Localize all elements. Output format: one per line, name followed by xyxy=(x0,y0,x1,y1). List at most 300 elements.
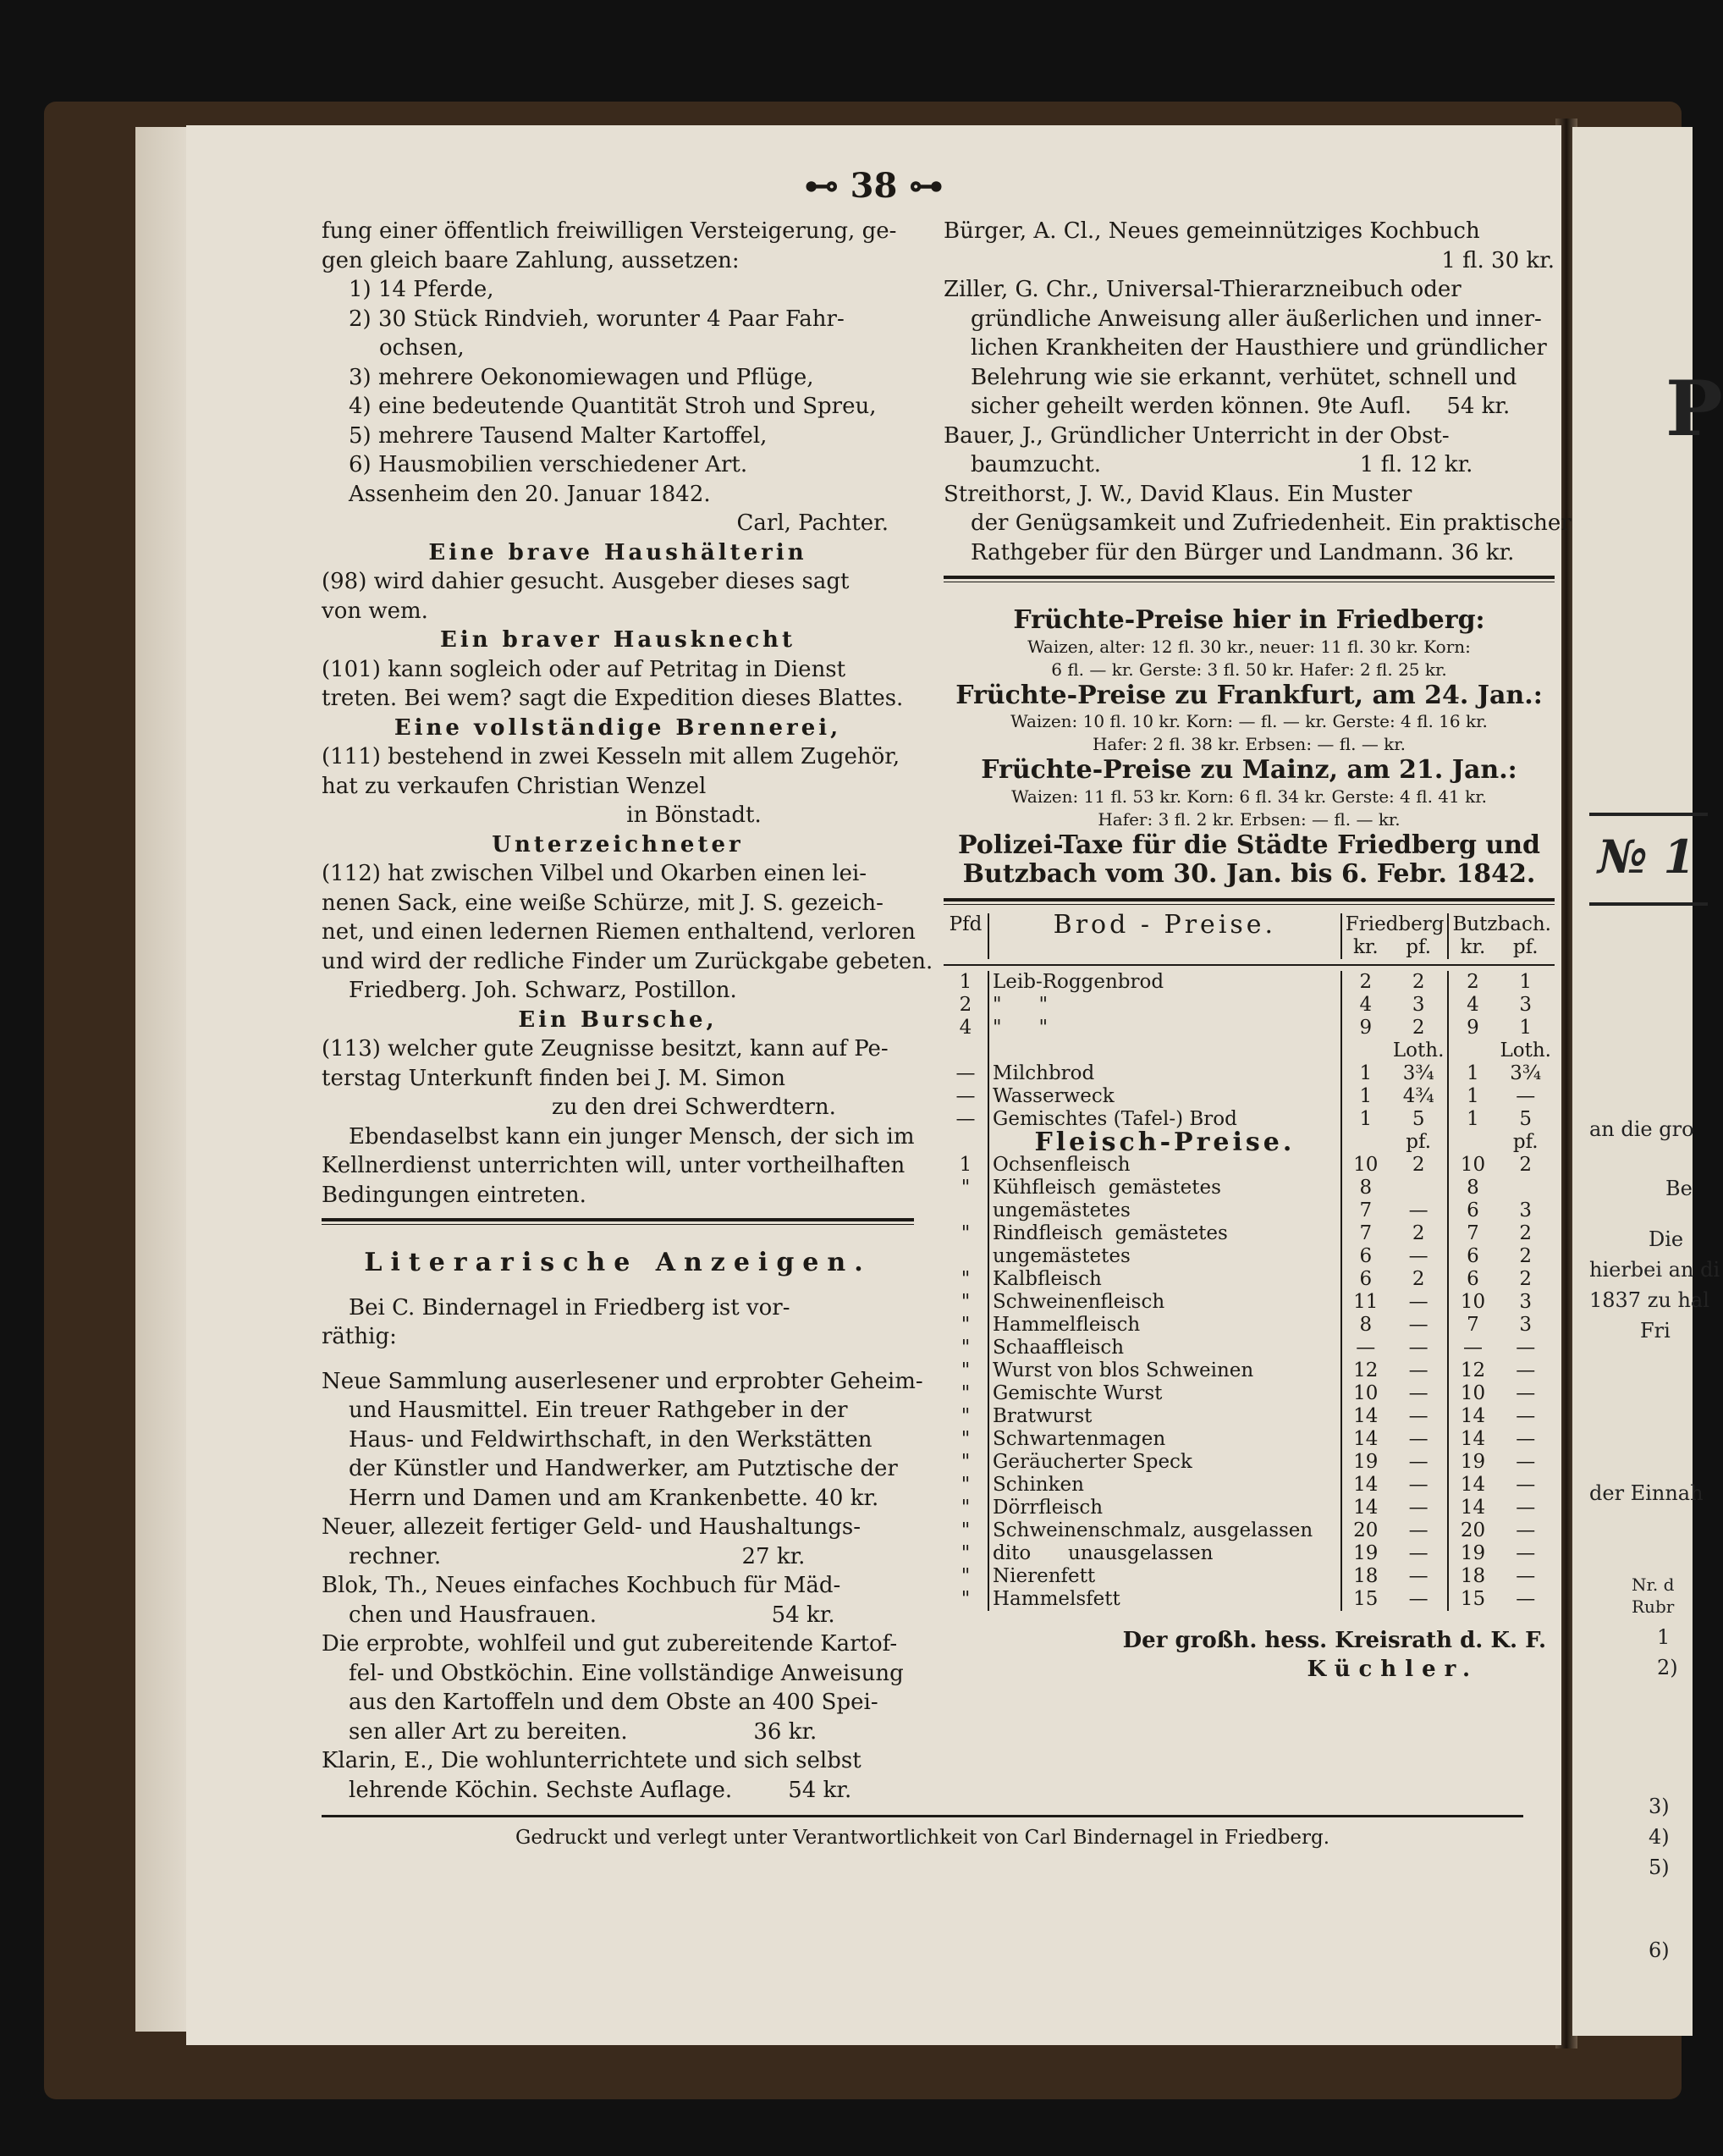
table-row xyxy=(944,1405,1555,1428)
book-line: 1 fl. 30 kr. xyxy=(1441,247,1555,273)
cell-pfd: " xyxy=(961,1519,971,1541)
ad-line: (101) kann sogleich oder auf Petritag in Dienst xyxy=(322,656,846,682)
adjacent-text: 5) xyxy=(1649,1855,1670,1879)
auction-item: ochsen, xyxy=(379,335,465,361)
cell-friedberg-pf: — xyxy=(1408,1244,1428,1267)
cell-item: Geräucherter Speck xyxy=(988,1451,1341,1474)
table-subheader-row xyxy=(944,936,1555,959)
book-line: rechner. 27 kr. xyxy=(349,1543,806,1569)
cell-butzbach-kr: 4 xyxy=(1448,994,1496,1017)
cell-item: Kühfleisch gemästetes xyxy=(988,1177,1341,1199)
adjacent-text: Fri xyxy=(1640,1319,1671,1343)
place-date: Assenheim den 20. Januar 1842. xyxy=(349,481,711,507)
loth-header xyxy=(944,1039,1555,1062)
cell-pfd: 4 xyxy=(959,1016,972,1039)
book-line: gründliche Anweisung aller äußerlichen und inner- xyxy=(971,306,1542,332)
cell-butzbach-kr: 7 xyxy=(1448,1314,1496,1337)
cell-item: " " xyxy=(988,994,1341,1017)
cell-friedberg-pf: 3¾ xyxy=(1402,1061,1434,1084)
cell-friedberg-pf: — xyxy=(1408,1359,1428,1381)
book-line: lichen Krankheiten der Hausthiere und gründlicher xyxy=(971,335,1547,361)
cell-item: " " xyxy=(988,1017,1341,1039)
cell-pfd: " xyxy=(961,1336,971,1359)
cell-butzbach-kr: 10 xyxy=(1448,1154,1496,1177)
fleisch-rows xyxy=(944,1154,1555,1611)
book-line: aus den Kartoffeln und dem Obste an 400 Spei- xyxy=(349,1690,878,1715)
col-pf: pf. xyxy=(1512,935,1539,958)
cell-butzbach-pf: — xyxy=(1516,1404,1536,1427)
cell-friedberg-kr: 20 xyxy=(1341,1519,1390,1542)
book-line: baumzucht. 1 fl. 12 kr. xyxy=(971,452,1473,477)
table-row xyxy=(944,1268,1555,1291)
cell-butzbach-pf: 3 xyxy=(1519,1290,1533,1313)
grain-price-heading: Früchte-Preise hier in Friedberg: xyxy=(1013,605,1485,635)
cell-butzbach-kr: 12 xyxy=(1448,1359,1496,1382)
ad-heading: Eine vollständige Brennerei, xyxy=(394,714,842,741)
cell-pfd: " xyxy=(961,1587,971,1610)
table-row xyxy=(944,1565,1555,1588)
cell-friedberg-kr: 12 xyxy=(1341,1359,1390,1382)
cell-pfd: " xyxy=(961,1381,971,1404)
book-line: Neue Sammlung auserlesener und erprobter Geheim- xyxy=(322,1368,923,1394)
table-row xyxy=(944,1428,1555,1451)
cell-friedberg-kr: 18 xyxy=(1341,1565,1390,1588)
cell-item: Bratwurst xyxy=(988,1405,1341,1428)
cell-pfd: " xyxy=(961,1313,971,1336)
adjacent-text: an die gro xyxy=(1589,1117,1694,1141)
cell-friedberg-pf: — xyxy=(1408,1450,1428,1473)
cell-pfd: — xyxy=(955,1107,976,1130)
literary-heading: Literarische Anzeigen. xyxy=(364,1248,872,1277)
cell-friedberg-pf: — xyxy=(1408,1427,1428,1450)
table-row xyxy=(944,1062,1555,1085)
table-row xyxy=(944,1222,1555,1245)
cell-butzbach-kr: 15 xyxy=(1448,1588,1496,1611)
closing-line: Der großh. hess. Kreisrath d. K. F. xyxy=(1122,1627,1546,1653)
adjacent-text: 2) xyxy=(1657,1656,1678,1679)
fleisch-header xyxy=(944,1127,1555,1157)
cell-butzbach-pf: — xyxy=(1516,1381,1536,1404)
cell-item: dito unausgelassen xyxy=(988,1542,1341,1565)
book-line: der Genügsamkeit und Zufriedenheit. Ein praktischer xyxy=(971,510,1572,536)
grain-price-heading: Früchte-Preise zu Mainz, am 21. Jan.: xyxy=(981,755,1517,785)
table-row xyxy=(944,1519,1555,1542)
cell-butzbach-pf: — xyxy=(1516,1427,1536,1450)
cell-pfd: 1 xyxy=(959,970,972,993)
book-line: Die erprobte, wohlfeil und gut zubereitende Kartof- xyxy=(322,1631,898,1657)
cell-friedberg-kr: 14 xyxy=(1341,1405,1390,1428)
spacer xyxy=(322,1352,914,1367)
table-rule xyxy=(944,964,1555,966)
cell-butzbach-kr: 19 xyxy=(1448,1542,1496,1565)
cell-friedberg-kr: 1 xyxy=(1341,1108,1390,1131)
cell-item: Schwartenmagen xyxy=(988,1428,1341,1451)
cell-pfd: " xyxy=(961,1359,971,1381)
book-line: Neuer, allezeit fertiger Geld- und Haushaltungs- xyxy=(322,1514,862,1540)
cell-friedberg-kr: 6 xyxy=(1341,1245,1390,1268)
adjacent-big-letter: P xyxy=(1665,364,1723,454)
adjacent-text: 1 xyxy=(1657,1625,1671,1649)
book-line: Herrn und Damen und am Krankenbette. 40 kr. xyxy=(349,1485,879,1511)
cell-pfd: " xyxy=(961,1267,971,1290)
cell-item: Wurst von blos Schweinen xyxy=(988,1359,1341,1382)
adjacent-issue-number: № 1 xyxy=(1598,830,1696,884)
cell-pfd: " xyxy=(961,1541,971,1564)
cell-butzbach-pf: — xyxy=(1516,1336,1536,1359)
adjacent-text: hierbei an di xyxy=(1589,1258,1720,1282)
cell-butzbach-kr: 10 xyxy=(1448,1382,1496,1405)
cell-friedberg-pf: 2 xyxy=(1412,970,1425,993)
col-pf: pf. xyxy=(1406,1130,1432,1153)
cell-friedberg-pf: — xyxy=(1408,1313,1428,1336)
grain-price-line: Waizen: 10 fl. 10 kr. Korn: — fl. — kr. Gerste: 4 fl. 16 kr. xyxy=(1010,711,1488,731)
table-row xyxy=(944,1382,1555,1405)
table-row xyxy=(944,1291,1555,1314)
table-row xyxy=(944,971,1555,994)
loth-label: Loth. xyxy=(1392,1039,1445,1061)
cell-butzbach-pf: 3 xyxy=(1519,1313,1533,1336)
cell-butzbach-kr: 19 xyxy=(1448,1451,1496,1474)
auction-item: 4) eine bedeutende Quantität Stroh und Spreu, xyxy=(349,394,877,419)
cell-pfd: " xyxy=(961,1496,971,1519)
literary-intro: räthig: xyxy=(322,1324,397,1349)
table-row xyxy=(944,1177,1555,1199)
cell-friedberg-pf xyxy=(1390,1177,1449,1199)
book-line: chen und Hausfrauen. 54 kr. xyxy=(349,1602,835,1628)
cell-friedberg-kr: 4 xyxy=(1341,994,1390,1017)
cell-friedberg-kr: 9 xyxy=(1341,1017,1390,1039)
cell-item: Gemischtes (Tafel-) Brod xyxy=(988,1108,1341,1131)
cell-pfd: " xyxy=(961,1221,971,1244)
table-row xyxy=(944,1017,1555,1039)
cell-friedberg-kr: 19 xyxy=(1341,1542,1390,1565)
ad-line: nenen Sack, eine weiße Schürze, mit J. S. gezeich- xyxy=(322,890,884,916)
table-row xyxy=(944,1474,1555,1497)
literary-intro: Bei C. Bindernagel in Friedberg ist vor- xyxy=(349,1294,790,1321)
cell-friedberg-pf: 2 xyxy=(1412,1153,1425,1176)
table-row xyxy=(944,1154,1555,1177)
cell-butzbach-kr: 14 xyxy=(1448,1497,1496,1519)
loth-label: Loth. xyxy=(1500,1039,1551,1061)
ad-line: (113) welcher gute Zeugnisse besitzt, kann auf Pe- xyxy=(322,1036,889,1061)
spacer xyxy=(322,1278,914,1293)
page-edges xyxy=(135,127,188,2032)
cell-pfd: 1 xyxy=(959,1153,972,1176)
cell-pfd xyxy=(944,1245,988,1268)
cell-butzbach-pf: 2 xyxy=(1519,1244,1533,1267)
ad-line: treten. Bei wem? sagt die Expedition dieses Blattes. xyxy=(322,686,904,711)
cell-pfd: " xyxy=(961,1473,971,1496)
cell-friedberg-pf: — xyxy=(1408,1541,1428,1564)
cell-friedberg-pf: — xyxy=(1408,1404,1428,1427)
adjacent-text: Rubr xyxy=(1632,1596,1675,1617)
book-line: sicher geheilt werden können. 9te Aufl. 54 kr. xyxy=(971,394,1511,419)
cell-butzbach-pf xyxy=(1496,1177,1555,1199)
grain-price-line: Hafer: 3 fl. 2 kr. Erbsen: — fl. — kr. xyxy=(1098,808,1401,830)
cell-friedberg-pf: — xyxy=(1408,1564,1428,1587)
cell-pfd: — xyxy=(955,1084,976,1107)
auction-item: 5) mehrere Tausend Malter Kartoffel, xyxy=(349,422,768,449)
cell-butzbach-pf: 5 xyxy=(1519,1107,1533,1130)
auction-item: 3) mehrere Oekonomiewagen und Pflüge, xyxy=(349,364,814,390)
ad-heading: Ein braver Hausknecht xyxy=(440,627,795,653)
table-row xyxy=(944,1337,1555,1359)
grain-price-line: Hafer: 2 fl. 38 kr. Erbsen: — fl. — kr. xyxy=(1092,734,1406,754)
cell-butzbach-pf: 1 xyxy=(1519,970,1533,993)
cell-butzbach-kr: 9 xyxy=(1448,1017,1496,1039)
cell-butzbach-kr: 2 xyxy=(1448,971,1496,994)
table-row xyxy=(944,1245,1555,1268)
cell-butzbach-pf: 3¾ xyxy=(1510,1061,1542,1084)
auction-item: 2) 30 Stück Rindvieh, worunter 4 Paar Fahr- xyxy=(349,306,845,332)
cell-pfd: " xyxy=(961,1450,971,1473)
cell-butzbach-kr: 6 xyxy=(1448,1268,1496,1291)
adjacent-text: Die xyxy=(1649,1227,1684,1251)
book-line: Bauer, J., Gründlicher Unterricht in der Obst- xyxy=(944,422,1450,449)
col-brod: Brod - Preise. xyxy=(988,913,1341,936)
col-pf: pf. xyxy=(1512,1130,1539,1153)
book-line: Rathgeber für den Bürger und Landmann. 36 kr. xyxy=(971,539,1515,565)
empty-cell xyxy=(944,936,988,959)
ad-line: hat zu verkaufen Christian Wenzel xyxy=(322,773,707,799)
left-column xyxy=(322,217,933,1805)
cell-item: Schweinenschmalz, ausgelassen xyxy=(988,1519,1341,1542)
cell-friedberg-kr: 15 xyxy=(1341,1588,1390,1611)
adjacent-text: Be xyxy=(1665,1177,1693,1200)
auction-item: 1) 14 Pferde, xyxy=(349,277,494,302)
cell-butzbach-pf: 2 xyxy=(1519,1153,1533,1176)
cell-pfd: " xyxy=(961,1564,971,1587)
cell-item: Hammelsfett xyxy=(988,1588,1341,1611)
cell-friedberg-kr: 14 xyxy=(1341,1428,1390,1451)
cell-butzbach-kr: 14 xyxy=(1448,1428,1496,1451)
book-line: Belehrung wie sie erkannt, verhütet, schnell und xyxy=(971,364,1517,390)
book-line: fel- und Obstköchin. Eine vollständige Anweisung xyxy=(349,1660,904,1686)
footer-rule xyxy=(322,1815,1523,1817)
cell-friedberg-pf: — xyxy=(1408,1199,1428,1221)
ad-line: terstag Unterkunft finden bei J. M. Simon xyxy=(322,1065,785,1091)
adjacent-text: 3) xyxy=(1649,1795,1670,1818)
section-rule xyxy=(322,1218,914,1225)
cell-butzbach-kr: 14 xyxy=(1448,1405,1496,1428)
cell-butzbach-kr: 1 xyxy=(1448,1108,1496,1131)
col-kr: kr. xyxy=(1341,936,1390,959)
cell-butzbach-kr: — xyxy=(1448,1337,1496,1359)
ad-line: (111) bestehend in zwei Kesseln mit allem Zugehör, xyxy=(322,744,900,769)
cell-butzbach-pf: — xyxy=(1516,1587,1536,1610)
cell-friedberg-kr: 19 xyxy=(1341,1451,1390,1474)
grain-price-line: 6 fl. — kr. Gerste: 3 fl. 50 kr. Hafer: 2 fl. 25 kr. xyxy=(1051,659,1447,680)
cell-butzbach-pf: — xyxy=(1516,1496,1536,1519)
cell-butzbach-pf: 2 xyxy=(1519,1221,1533,1244)
adjacent-text: 1837 zu hal xyxy=(1589,1288,1709,1312)
section-rule xyxy=(944,576,1555,582)
grain-price-heading: Früchte-Preise zu Frankfurt, am 24. Jan.: xyxy=(955,680,1543,710)
closing-line: Küchler. xyxy=(1307,1657,1478,1682)
ad-line: (112) hat zwischen Vilbel und Okarben einen lei- xyxy=(322,861,867,886)
newspaper-page xyxy=(186,125,1572,2045)
table-row xyxy=(944,1085,1555,1108)
cell-friedberg-kr: 10 xyxy=(1341,1382,1390,1405)
cell-pfd: " xyxy=(961,1404,971,1427)
intro-line: gen gleich baare Zahlung, aussetzen: xyxy=(322,247,740,273)
cell-friedberg-kr: 11 xyxy=(1341,1291,1390,1314)
table-rule xyxy=(944,898,1555,905)
taxe-heading: Butzbach vom 30. Jan. bis 6. Febr. 1842. xyxy=(962,859,1536,889)
cell-butzbach-pf: 3 xyxy=(1519,1199,1533,1221)
signature: Carl, Pachter. xyxy=(736,510,889,536)
fleisch-heading: Fleisch-Preise. xyxy=(988,1131,1341,1154)
cell-item: ungemästetes xyxy=(988,1199,1341,1222)
brod-rows xyxy=(944,971,1555,1039)
ad-line: in Bönstadt. xyxy=(626,802,762,828)
imprint-footer: Gedruckt und verlegt unter Verantwortlichkeit von Carl Bindernagel in Friedberg. xyxy=(515,1827,1330,1849)
ad-line: zu den drei Schwerdtern. xyxy=(552,1095,836,1120)
ad-heading: Unterzeichneter xyxy=(492,831,744,857)
cell-pfd: " xyxy=(961,1290,971,1313)
cell-butzbach-kr: 7 xyxy=(1448,1222,1496,1245)
book-line: sen aller Art zu bereiten. 36 kr. xyxy=(349,1718,817,1745)
cell-friedberg-pf: — xyxy=(1408,1290,1428,1313)
cell-item: Milchbrod xyxy=(988,1062,1341,1085)
ad-line: net, und einen ledernen Riemen enthaltend, verloren xyxy=(322,919,916,945)
cell-friedberg-pf: — xyxy=(1408,1336,1428,1359)
empty-cell xyxy=(988,936,1341,959)
book-line: Ziller, G. Chr., Universal-Thierarzneibuch oder xyxy=(944,277,1462,302)
cell-item: Schweinenfleisch xyxy=(988,1291,1341,1314)
cell-friedberg-pf: — xyxy=(1408,1519,1428,1541)
cell-item: Gemischte Wurst xyxy=(988,1382,1341,1405)
page-number: ⊷ 38 ⊶ xyxy=(804,166,944,206)
col-butzbach: Butzbach. xyxy=(1448,913,1555,936)
cell-friedberg-pf: — xyxy=(1408,1473,1428,1496)
cell-item: Wasserweck xyxy=(988,1085,1341,1108)
cell-item: Rindfleisch gemästetes xyxy=(988,1222,1341,1245)
book-line: Blok, Th., Neues einfaches Kochbuch für Mäd- xyxy=(322,1573,841,1598)
cell-pfd: " xyxy=(961,1427,971,1450)
cell-butzbach-pf: — xyxy=(1516,1541,1536,1564)
cell-item: Hammelfleisch xyxy=(988,1314,1341,1337)
ad-line: Friedberg. Joh. Schwarz, Postillon. xyxy=(349,978,737,1003)
adjacent-rule xyxy=(1589,813,1708,816)
table-row xyxy=(944,1451,1555,1474)
ad-line: (98) wird dahier gesucht. Ausgeber dieses sagt xyxy=(322,569,850,594)
cell-friedberg-kr: 7 xyxy=(1341,1222,1390,1245)
cell-butzbach-kr: 14 xyxy=(1448,1474,1496,1497)
cell-friedberg-kr: 1 xyxy=(1341,1085,1390,1108)
cell-item: Dörrfleisch xyxy=(988,1497,1341,1519)
adjacent-text: 4) xyxy=(1649,1825,1670,1849)
cell-friedberg-kr: 2 xyxy=(1341,971,1390,994)
cell-friedberg-pf: 4¾ xyxy=(1402,1084,1434,1107)
cell-friedberg-kr: 6 xyxy=(1341,1268,1390,1291)
table-row xyxy=(944,994,1555,1017)
cell-butzbach-pf: — xyxy=(1516,1359,1536,1381)
cell-friedberg-kr: 8 xyxy=(1341,1177,1390,1199)
book-line: Bürger, A. Cl., Neues gemeinnütziges Kochbuch xyxy=(944,218,1480,244)
cell-friedberg-pf: — xyxy=(1408,1587,1428,1610)
col-pf: pf. xyxy=(1406,935,1432,958)
ad-line: von wem. xyxy=(322,598,428,624)
taxe-heading: Polizei-Taxe für die Städte Friedberg und xyxy=(958,830,1540,860)
cell-butzbach-kr: 1 xyxy=(1448,1062,1496,1085)
cell-butzbach-kr: 6 xyxy=(1448,1199,1496,1222)
intro-line: fung einer öffentlich freiwilligen Versteigerung, ge- xyxy=(322,218,897,244)
cell-friedberg-kr: — xyxy=(1341,1337,1390,1359)
cell-butzbach-kr: 6 xyxy=(1448,1245,1496,1268)
adjacent-rule xyxy=(1589,902,1708,906)
cell-butzbach-pf: — xyxy=(1516,1450,1536,1473)
cell-friedberg-kr: 14 xyxy=(1341,1497,1390,1519)
book-line: lehrende Köchin. Sechste Auflage. 54 kr. xyxy=(349,1777,852,1803)
book-line: und Hausmittel. Ein treuer Rathgeber in der xyxy=(349,1398,848,1423)
cell-butzbach-pf: — xyxy=(1516,1564,1536,1587)
right-column xyxy=(944,217,1572,1685)
cell-butzbach-kr: 8 xyxy=(1448,1177,1496,1199)
adjacent-text: Nr. d xyxy=(1632,1574,1675,1595)
cell-friedberg-pf: 5 xyxy=(1412,1107,1425,1130)
cell-butzbach-pf: 2 xyxy=(1519,1267,1533,1290)
table-header-row xyxy=(944,913,1555,936)
cell-pfd: " xyxy=(961,1176,971,1199)
table-row xyxy=(944,1314,1555,1337)
col-friedberg: Friedberg xyxy=(1341,913,1449,936)
cell-friedberg-kr: 7 xyxy=(1341,1199,1390,1222)
cell-butzbach-kr: 10 xyxy=(1448,1291,1496,1314)
cell-friedberg-pf: — xyxy=(1408,1496,1428,1519)
book-line: Haus- und Feldwirthschaft, in den Werkstätten xyxy=(349,1426,873,1453)
col-kr: kr. xyxy=(1448,936,1496,959)
cell-item: Kalbfleisch xyxy=(988,1268,1341,1291)
ad-line: Ebendaselbst kann ein junger Mensch, der sich im xyxy=(349,1123,915,1150)
grain-price-line: Waizen, alter: 12 fl. 30 kr., neuer: 11 fl. 30 kr. Korn: xyxy=(1027,636,1471,657)
cell-item: Ochsenfleisch xyxy=(988,1154,1341,1177)
cell-friedberg-kr: 8 xyxy=(1341,1314,1390,1337)
cell-butzbach-kr: 1 xyxy=(1448,1085,1496,1108)
cell-butzbach-pf: 1 xyxy=(1519,1016,1533,1039)
book-line: Klarin, E., Die wohlunterrichtete und sich selbst xyxy=(322,1748,862,1773)
auction-item: 6) Hausmobilien verschiedener Art. xyxy=(349,452,748,477)
adjacent-text: der Einnah xyxy=(1589,1481,1704,1505)
cell-butzbach-pf: 3 xyxy=(1519,993,1533,1016)
cell-item: Nierenfett xyxy=(988,1565,1341,1588)
cell-friedberg-kr: 14 xyxy=(1341,1474,1390,1497)
cell-friedberg-kr: 10 xyxy=(1341,1154,1390,1177)
cell-butzbach-kr: 20 xyxy=(1448,1519,1496,1542)
spacer xyxy=(322,1233,914,1249)
spacer xyxy=(944,591,1555,606)
cell-butzbach-pf: — xyxy=(1516,1473,1536,1496)
cell-friedberg-pf: 2 xyxy=(1412,1267,1425,1290)
col-pfd: Pfd xyxy=(949,913,983,935)
loth-rows xyxy=(944,1062,1555,1131)
table-row xyxy=(944,1588,1555,1611)
spacer xyxy=(944,1611,1555,1626)
ad-line: Bedingungen eintreten. xyxy=(322,1182,586,1208)
cell-butzbach-pf: — xyxy=(1516,1519,1536,1541)
cell-item: ungemästetes xyxy=(988,1245,1341,1268)
table-row xyxy=(944,1199,1555,1222)
page-number-value: 38 xyxy=(850,166,898,206)
cell-item: Leib-Roggenbrod xyxy=(988,971,1341,994)
table-row xyxy=(944,1542,1555,1565)
ad-heading: Eine brave Haushälterin xyxy=(428,539,807,565)
cell-pfd: 2 xyxy=(959,993,972,1016)
table-row xyxy=(944,1359,1555,1382)
cell-friedberg-kr: 1 xyxy=(1341,1062,1390,1085)
grain-price-line: Waizen: 11 fl. 53 kr. Korn: 6 fl. 34 kr. Gerste: 4 fl. 41 kr. xyxy=(1011,786,1487,807)
cell-friedberg-pf: 2 xyxy=(1412,1016,1425,1039)
